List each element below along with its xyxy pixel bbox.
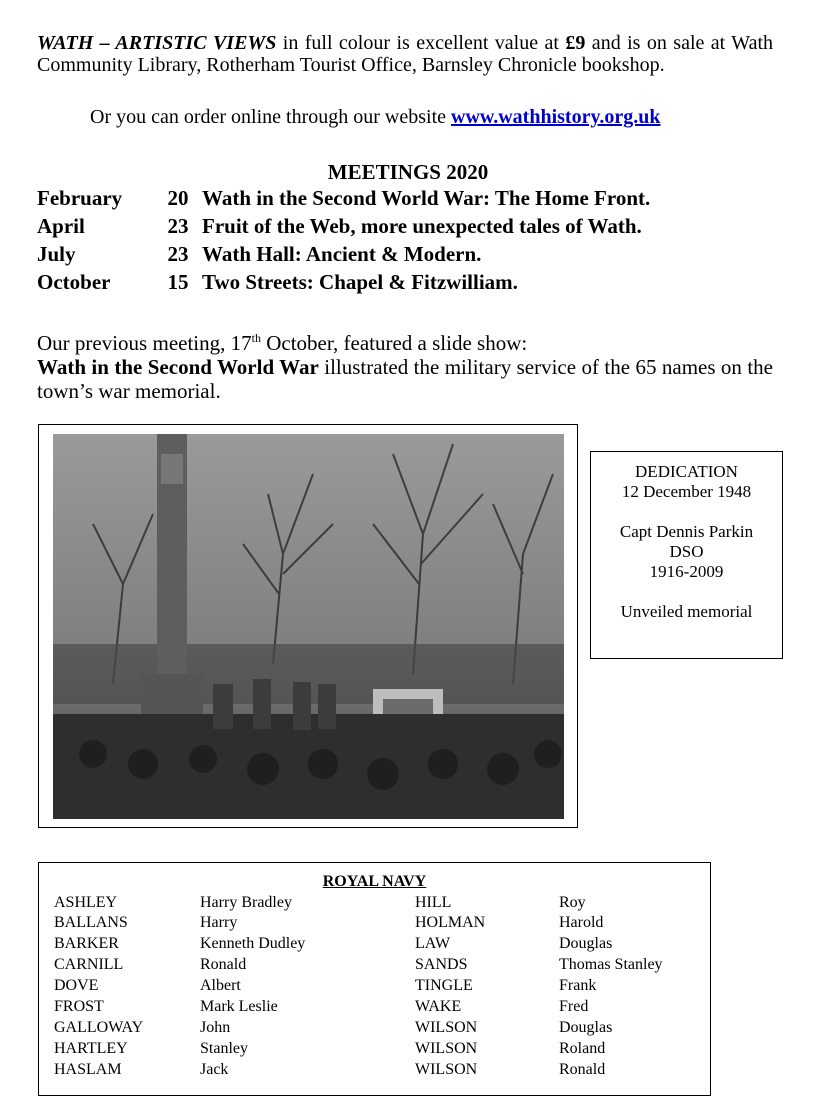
surname: TINGLE: [415, 977, 473, 994]
dedication-line: [591, 502, 782, 522]
surname: DOVE: [54, 977, 99, 994]
forenames: Douglas: [559, 1019, 613, 1036]
surname: HILL: [415, 894, 452, 911]
surname: SANDS: [415, 956, 468, 973]
forenames: Harry Bradley: [200, 894, 292, 911]
memorial-photo-illustration: [53, 434, 564, 819]
dedication-box: [590, 451, 783, 659]
surname: WILSON: [415, 1061, 478, 1078]
surname: ASHLEY: [54, 894, 118, 911]
surname: WILSON: [415, 1040, 478, 1057]
forenames: Roy: [559, 894, 586, 911]
surname: LAW: [415, 935, 451, 952]
surname: WILSON: [415, 1019, 478, 1036]
surname: HARTLEY: [54, 1040, 128, 1057]
forenames: Roland: [559, 1040, 606, 1057]
previous-meeting-text: October, featured a slide show:: [260, 331, 528, 355]
dedication-line: Unveiled memorial: [620, 602, 753, 621]
forenames: Douglas: [559, 935, 613, 952]
meeting-row: [37, 270, 518, 295]
book-sale-text-a: in full colour is excellent value at: [276, 32, 566, 54]
meeting-topic: Fruit of the Web, more unexpected tales of Wath.: [202, 214, 642, 238]
surname: GALLOWAY: [54, 1019, 144, 1036]
surname: BALLANS: [54, 914, 128, 931]
meeting-day: 23: [167, 214, 189, 238]
forenames: Kenneth Dudley: [200, 935, 306, 952]
previous-meeting-date-text: Our previous meeting, 17: [37, 331, 252, 355]
meeting-row: [37, 214, 642, 239]
royal-navy-heading: ROYAL NAVY: [322, 873, 427, 890]
forenames: Frank: [559, 977, 597, 994]
forenames: Ronald: [200, 956, 247, 973]
surname: HOLMAN: [415, 914, 486, 931]
dedication-line: 1916-2009: [649, 562, 724, 581]
meetings-heading: MEETINGS 2020: [327, 160, 489, 184]
dedication-line: 12 December 1948: [621, 482, 752, 501]
royal-navy-table: [38, 862, 711, 1096]
meeting-day: 23: [167, 242, 189, 266]
surname: HASLAM: [54, 1061, 122, 1078]
meeting-month: October: [37, 270, 111, 294]
forenames: Mark Leslie: [200, 998, 278, 1015]
meeting-month: April: [37, 214, 85, 238]
previous-meeting-paragraph: [37, 326, 773, 403]
meeting-topic: Wath Hall: Ancient & Modern.: [202, 242, 482, 266]
memorial-dedication-photo: [53, 434, 564, 819]
meeting-month: February: [37, 186, 123, 210]
book-price: £9: [565, 32, 586, 54]
dedication-line: DEDICATION: [635, 462, 738, 481]
meeting-day: 15: [167, 270, 189, 294]
forenames: Ronald: [559, 1061, 606, 1078]
forenames: Thomas Stanley: [559, 956, 663, 973]
slide-show-text: illustrated the military service of the 65 names on the town’s war memorial.: [37, 355, 773, 403]
meeting-topic: Two Streets: Chapel & Fitzwilliam.: [202, 270, 518, 294]
meeting-day: 20: [167, 186, 189, 210]
forenames: Fred: [559, 998, 589, 1015]
forenames: Harold: [559, 914, 604, 931]
photo-frame: [38, 424, 578, 828]
surname: BARKER: [54, 935, 119, 952]
forenames: Albert: [200, 977, 241, 994]
forenames: Stanley: [200, 1040, 248, 1057]
slide-show-title: Wath in the Second World War: [37, 355, 319, 379]
dedication-line: [591, 582, 782, 602]
date-ordinal-suffix: th: [251, 331, 261, 345]
forenames: Harry: [200, 914, 238, 931]
surname: WAKE: [415, 998, 462, 1015]
meeting-topic: Wath in the Second World War: The Home Front.: [202, 186, 651, 210]
surname: FROST: [54, 998, 104, 1015]
meeting-row: [37, 186, 650, 211]
dedication-line: DSO: [669, 542, 704, 561]
dedication-line: Capt Dennis Parkin: [619, 522, 754, 541]
order-online-line: [90, 106, 661, 129]
meeting-row: [37, 242, 481, 267]
slide-show-description: [37, 355, 773, 403]
forenames: John: [200, 1019, 231, 1036]
surname: CARNILL: [54, 956, 124, 973]
book-sale-text-b: and is on sale at Wath Community Library, Rotherham Tourist Office, Barnsley Chronicle bookshop.: [37, 32, 774, 76]
forenames: Jack: [200, 1061, 229, 1078]
order-online-text: Or you can order online through our website: [90, 106, 452, 128]
meeting-month: July: [37, 242, 76, 266]
book-sale-paragraph: [37, 32, 773, 76]
website-link[interactable]: www.wathhistory.org.uk: [451, 106, 661, 128]
previous-meeting-line: [37, 326, 773, 355]
book-title: WATH – ARTISTIC VIEWS: [37, 32, 277, 54]
